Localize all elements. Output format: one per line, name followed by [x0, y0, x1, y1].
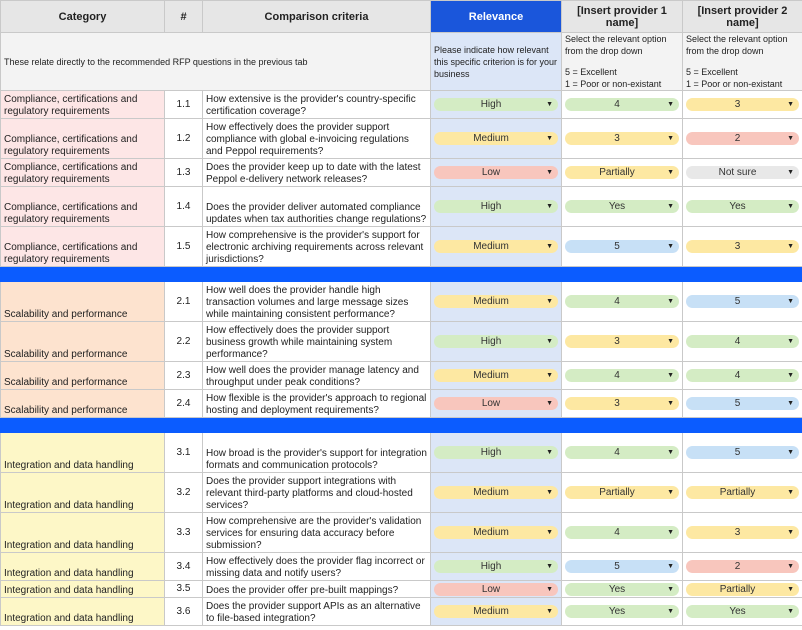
dropdown-arrow-icon[interactable]: ▼ [546, 529, 553, 536]
dropdown-arrow-icon[interactable]: ▼ [667, 203, 674, 210]
provider-1-dropdown[interactable] [565, 295, 679, 308]
table-row [1, 282, 802, 322]
provider-2-dropdown[interactable] [686, 526, 799, 539]
relevance-dropdown-value: Low [481, 167, 501, 178]
provider-1-dropdown-value: 3 [614, 398, 620, 409]
criterion-number: 1.1 [165, 91, 203, 119]
provider-2-dropdown[interactable] [686, 98, 799, 111]
provider-1-scale-hi: 5 = Excellent [565, 67, 617, 77]
provider-1-dropdown-value: Yes [608, 583, 626, 595]
provider-1-dropdown[interactable] [565, 605, 679, 618]
category-cell: Integration and data handling [1, 581, 165, 598]
provider-1-dropdown-cell [562, 322, 683, 362]
section-separator [1, 418, 802, 433]
criterion-question: How well does the provider manage latency and throughput under peak conditions? [203, 362, 431, 390]
relevance-dropdown-value: Low [481, 583, 501, 595]
relevance-dropdown-cell [431, 187, 562, 227]
provider-2-dropdown-cell [683, 581, 802, 598]
provider-1-dropdown-value: 4 [614, 99, 620, 110]
criterion-number: 3.3 [165, 513, 203, 553]
dropdown-arrow-icon[interactable]: ▼ [667, 489, 674, 496]
header-category: Category [1, 1, 165, 33]
criterion-number: 3.6 [165, 598, 203, 626]
provider-1-dropdown-cell [562, 362, 683, 390]
provider-1-dropdown-value: Partially [599, 167, 635, 178]
criterion-question: How well does the provider handle high transaction volumes and large message sizes while maintaining consistent performance? [203, 282, 431, 322]
dropdown-arrow-icon[interactable]: ▼ [787, 449, 794, 456]
relevance-dropdown-cell [431, 362, 562, 390]
provider-1-dropdown-cell [562, 513, 683, 553]
relevance-dropdown[interactable] [434, 132, 558, 145]
provider-2-dropdown[interactable] [686, 200, 799, 213]
provider-1-dropdown[interactable] [565, 200, 679, 213]
provider-1-dropdown-cell [562, 282, 683, 322]
relevance-dropdown-cell [431, 513, 562, 553]
dropdown-arrow-icon[interactable]: ▼ [546, 563, 553, 570]
dropdown-arrow-icon[interactable]: ▼ [667, 608, 674, 615]
provider-2-hint [683, 33, 802, 91]
criterion-number: 2.3 [165, 362, 203, 390]
criterion-number: 2.2 [165, 322, 203, 362]
provider-2-dropdown[interactable] [686, 369, 799, 382]
criterion-question: How effectively does the provider support compliance with global e-invoicing regulations and Peppol requirements? [203, 119, 431, 159]
provider-1-dropdown[interactable] [565, 446, 679, 459]
criterion-question: How broad is the provider's support for integration formats and communication protocols? [203, 433, 431, 473]
provider-2-dropdown[interactable] [686, 335, 799, 348]
provider-2-dropdown-cell [683, 322, 802, 362]
provider-1-dropdown-cell [562, 598, 683, 626]
provider-1-dropdown-value: Yes [608, 606, 626, 617]
table-row [1, 362, 802, 390]
dropdown-arrow-icon[interactable]: ▼ [667, 169, 674, 176]
relevance-dropdown-cell [431, 553, 562, 581]
criterion-question: How effectively does the provider flag incorrect or missing data and notify users? [203, 553, 431, 581]
provider-2-dropdown[interactable] [686, 583, 799, 596]
table-row [1, 119, 802, 159]
dropdown-arrow-icon[interactable]: ▼ [667, 585, 674, 593]
dropdown-arrow-icon[interactable]: ▼ [546, 608, 553, 615]
table-row [1, 598, 802, 626]
dropdown-arrow-icon[interactable]: ▼ [667, 243, 674, 250]
provider-1-dropdown[interactable] [565, 132, 679, 145]
relevance-dropdown[interactable] [434, 486, 558, 499]
category-cell: Scalability and performance [1, 390, 165, 418]
provider-1-dropdown[interactable] [565, 526, 679, 539]
table-row [1, 553, 802, 581]
provider-1-dropdown-value: 3 [614, 133, 620, 144]
criterion-question: Does the provider support APIs as an alternative to file-based integration? [203, 598, 431, 626]
provider-2-scale-lo: 1 = Poor or non-existant [686, 79, 783, 89]
provider-2-dropdown-cell [683, 362, 802, 390]
header-criteria: Comparison criteria [203, 1, 431, 33]
dropdown-arrow-icon[interactable]: ▼ [546, 338, 553, 345]
dropdown-arrow-icon[interactable]: ▼ [787, 203, 794, 210]
provider-1-dropdown-cell [562, 119, 683, 159]
relevance-dropdown-cell [431, 581, 562, 598]
provider-2-dropdown[interactable] [686, 605, 799, 618]
header-provider-1[interactable]: [Insert provider 1 name] [562, 1, 683, 33]
table-row [1, 187, 802, 227]
provider-1-scale-lo: 1 = Poor or non-existant [565, 79, 662, 89]
dropdown-arrow-icon[interactable]: ▼ [667, 400, 674, 407]
provider-1-dropdown-cell [562, 433, 683, 473]
category-cell: Scalability and performance [1, 362, 165, 390]
provider-2-dropdown[interactable] [686, 486, 799, 499]
relevance-hint: Please indicate how relevant this specific criterion is for your business [431, 33, 562, 91]
provider-2-dropdown-value: 5 [734, 447, 741, 458]
provider-1-hint-text: Select the relevant option from the drop down [565, 34, 667, 56]
dropdown-arrow-icon[interactable]: ▼ [787, 169, 794, 176]
provider-1-dropdown-value: 4 [614, 527, 620, 538]
provider-1-dropdown[interactable] [565, 98, 679, 111]
provider-2-dropdown-value: Not sure [718, 167, 757, 178]
relevance-dropdown-cell [431, 91, 562, 119]
category-cell: Integration and data handling [1, 433, 165, 473]
provider-2-dropdown[interactable] [686, 397, 799, 410]
relevance-dropdown[interactable] [434, 446, 558, 459]
criterion-number: 3.1 [165, 433, 203, 473]
provider-1-dropdown[interactable] [565, 369, 679, 382]
provider-1-dropdown[interactable] [565, 583, 679, 596]
dropdown-arrow-icon[interactable]: ▼ [546, 135, 553, 142]
dropdown-arrow-icon[interactable]: ▼ [787, 101, 794, 108]
relevance-dropdown-value: Medium [473, 241, 509, 252]
dropdown-arrow-icon[interactable]: ▼ [787, 529, 794, 536]
provider-2-dropdown-cell [683, 91, 802, 119]
dropdown-arrow-icon[interactable]: ▼ [787, 400, 794, 407]
relevance-dropdown-cell [431, 433, 562, 473]
dropdown-arrow-icon[interactable]: ▼ [787, 298, 794, 305]
relevance-dropdown[interactable] [434, 560, 558, 573]
relevance-dropdown-value: Medium [473, 370, 509, 381]
provider-1-dropdown[interactable] [565, 240, 679, 253]
relevance-dropdown[interactable] [434, 526, 558, 539]
provider-1-dropdown-value: 4 [614, 447, 620, 458]
provider-2-dropdown[interactable] [686, 560, 799, 573]
provider-2-dropdown-value: Yes [729, 201, 746, 212]
provider-2-dropdown-cell [683, 473, 802, 513]
criterion-number: 3.5 [165, 581, 203, 598]
dropdown-arrow-icon[interactable]: ▼ [667, 563, 674, 570]
provider-1-dropdown-value: Yes [608, 201, 626, 212]
category-cell: Integration and data handling [1, 598, 165, 626]
criterion-number: 2.1 [165, 282, 203, 322]
table-row [1, 91, 802, 119]
criterion-number: 1.2 [165, 119, 203, 159]
dropdown-arrow-icon[interactable]: ▼ [546, 489, 553, 496]
dropdown-arrow-icon[interactable]: ▼ [787, 338, 794, 345]
provider-2-dropdown[interactable] [686, 295, 799, 308]
table-row [1, 322, 802, 362]
provider-2-dropdown-value: 5 [734, 296, 741, 307]
table-row [1, 227, 802, 267]
provider-2-dropdown-value: 3 [734, 99, 741, 110]
category-cell: Scalability and performance [1, 322, 165, 362]
provider-1-dropdown[interactable] [565, 166, 679, 179]
table-row [1, 581, 802, 598]
separator-cell [1, 418, 802, 433]
relevance-dropdown-value: High [480, 561, 502, 572]
provider-1-dropdown-cell [562, 553, 683, 581]
dropdown-arrow-icon[interactable]: ▼ [667, 529, 674, 536]
provider-2-dropdown-cell [683, 513, 802, 553]
relevance-dropdown-cell [431, 322, 562, 362]
table-row [1, 513, 802, 553]
section-separator [1, 267, 802, 282]
category-cell: Scalability and performance [1, 282, 165, 322]
provider-2-scale-hi: 5 = Excellent [686, 67, 738, 77]
provider-2-dropdown[interactable] [686, 166, 799, 179]
provider-2-dropdown-cell [683, 598, 802, 626]
dropdown-arrow-icon[interactable]: ▼ [787, 243, 794, 250]
separator-cell [1, 267, 802, 282]
relevance-dropdown-value: High [480, 447, 502, 458]
provider-2-dropdown-cell [683, 282, 802, 322]
criterion-question: How effectively does the provider support business growth while maintaining system performance? [203, 322, 431, 362]
provider-1-dropdown[interactable] [565, 486, 679, 499]
relevance-dropdown[interactable] [434, 295, 558, 308]
table-row [1, 473, 802, 513]
provider-1-dropdown-cell [562, 390, 683, 418]
provider-2-dropdown-value: 2 [734, 561, 741, 572]
relevance-dropdown[interactable] [434, 335, 558, 348]
provider-2-dropdown-value: 2 [734, 133, 741, 144]
provider-1-dropdown-value: Partially [599, 487, 635, 498]
criterion-number: 3.4 [165, 553, 203, 581]
provider-2-dropdown-value: 3 [734, 241, 741, 252]
provider-2-dropdown[interactable] [686, 132, 799, 145]
header-provider-2[interactable]: [Insert provider 2 name] [683, 1, 802, 33]
provider-2-dropdown-cell [683, 433, 802, 473]
provider-1-dropdown-cell [562, 159, 683, 187]
provider-1-dropdown-value: 5 [614, 561, 620, 572]
relevance-dropdown[interactable] [434, 240, 558, 253]
dropdown-arrow-icon[interactable]: ▼ [787, 563, 794, 570]
header-relevance: Relevance [431, 1, 562, 33]
relevance-dropdown-value: High [480, 336, 502, 347]
relevance-dropdown-value: Medium [473, 527, 509, 538]
provider-2-dropdown-value: 4 [734, 336, 741, 347]
relevance-dropdown-value: High [480, 99, 502, 110]
criterion-question: Does the provider support integrations with relevant third-party platforms and cloud-hosted services? [203, 473, 431, 513]
relevance-dropdown-cell [431, 473, 562, 513]
provider-2-dropdown-cell [683, 227, 802, 267]
provider-2-dropdown-value: Yes [729, 606, 746, 617]
relevance-dropdown-cell [431, 598, 562, 626]
provider-1-dropdown[interactable] [565, 335, 679, 348]
dropdown-arrow-icon[interactable]: ▼ [787, 608, 794, 615]
relevance-dropdown[interactable] [434, 200, 558, 213]
dropdown-arrow-icon[interactable]: ▼ [787, 585, 794, 593]
provider-2-hint-text: Select the relevant option from the drop down [686, 34, 788, 56]
provider-1-dropdown-cell [562, 91, 683, 119]
category-cell: Compliance, certifications and regulatory requirements [1, 187, 165, 227]
table-row [1, 433, 802, 473]
table-row [1, 390, 802, 418]
provider-1-dropdown-cell [562, 187, 683, 227]
provider-1-hint [562, 33, 683, 91]
provider-2-dropdown-value: 3 [734, 527, 741, 538]
relevance-dropdown[interactable] [434, 397, 558, 410]
dropdown-arrow-icon[interactable]: ▼ [667, 298, 674, 305]
provider-1-dropdown-value: 4 [614, 370, 620, 381]
dropdown-arrow-icon[interactable]: ▼ [667, 372, 674, 379]
provider-1-dropdown[interactable] [565, 560, 679, 573]
header-row [1, 1, 802, 33]
relevance-dropdown-value: Medium [473, 606, 509, 617]
subheader-note: These relate directly to the recommended RFP questions in the previous tab [1, 33, 431, 91]
relevance-dropdown-value: High [480, 201, 502, 212]
provider-2-dropdown-value: Partially [719, 583, 756, 595]
relevance-dropdown-cell [431, 119, 562, 159]
relevance-dropdown-value: Medium [473, 296, 509, 307]
criterion-question: How extensive is the provider's country-specific certification coverage? [203, 91, 431, 119]
provider-2-dropdown-value: Partially [719, 487, 756, 498]
dropdown-arrow-icon[interactable]: ▼ [546, 400, 553, 407]
provider-1-dropdown-cell [562, 581, 683, 598]
dropdown-arrow-icon[interactable]: ▼ [546, 203, 553, 210]
provider-2-dropdown-value: 4 [734, 370, 741, 381]
criterion-number: 1.4 [165, 187, 203, 227]
dropdown-arrow-icon[interactable]: ▼ [787, 489, 794, 496]
provider-2-dropdown[interactable] [686, 446, 799, 459]
dropdown-arrow-icon[interactable]: ▼ [787, 135, 794, 142]
provider-1-dropdown-cell [562, 227, 683, 267]
criterion-question: Does the provider keep up to date with the latest Peppol e-delivery network releases? [203, 159, 431, 187]
provider-2-dropdown-value: 5 [734, 398, 741, 409]
provider-1-dropdown-value: 4 [614, 296, 620, 307]
category-cell: Compliance, certifications and regulatory requirements [1, 91, 165, 119]
category-cell: Compliance, certifications and regulatory requirements [1, 227, 165, 267]
subheader-row [1, 33, 802, 91]
dropdown-arrow-icon[interactable]: ▼ [546, 449, 553, 456]
provider-1-dropdown-cell [562, 473, 683, 513]
provider-2-dropdown-cell [683, 159, 802, 187]
dropdown-arrow-icon[interactable]: ▼ [546, 243, 553, 250]
criterion-question: How comprehensive is the provider's support for electronic archiving requirements across relevant jurisdictions? [203, 227, 431, 267]
relevance-dropdown-cell [431, 159, 562, 187]
criterion-number: 1.5 [165, 227, 203, 267]
relevance-dropdown-cell [431, 227, 562, 267]
provider-2-dropdown[interactable] [686, 240, 799, 253]
relevance-dropdown-value: Medium [473, 487, 509, 498]
category-cell: Integration and data handling [1, 473, 165, 513]
criterion-number: 2.4 [165, 390, 203, 418]
provider-2-dropdown-cell [683, 553, 802, 581]
relevance-dropdown-value: Low [481, 398, 501, 409]
provider-2-dropdown-cell [683, 119, 802, 159]
provider-2-dropdown-cell [683, 187, 802, 227]
criterion-question: How flexible is the provider's approach to regional hosting and deployment requirements? [203, 390, 431, 418]
header-number: # [165, 1, 203, 33]
relevance-dropdown[interactable] [434, 166, 558, 179]
criterion-number: 3.2 [165, 473, 203, 513]
dropdown-arrow-icon[interactable]: ▼ [667, 101, 674, 108]
relevance-dropdown[interactable] [434, 369, 558, 382]
criterion-number: 1.3 [165, 159, 203, 187]
dropdown-arrow-icon[interactable]: ▼ [546, 169, 553, 176]
category-cell: Compliance, certifications and regulatory requirements [1, 119, 165, 159]
criterion-question: Does the provider offer pre-built mappings? [203, 581, 431, 598]
dropdown-arrow-icon[interactable]: ▼ [787, 372, 794, 379]
dropdown-arrow-icon[interactable]: ▼ [546, 585, 553, 593]
relevance-dropdown[interactable] [434, 583, 558, 596]
provider-2-dropdown-cell [683, 390, 802, 418]
dropdown-arrow-icon[interactable]: ▼ [667, 135, 674, 142]
table-row [1, 159, 802, 187]
provider-1-dropdown-value: 5 [614, 241, 620, 252]
dropdown-arrow-icon[interactable]: ▼ [667, 449, 674, 456]
relevance-dropdown-cell [431, 390, 562, 418]
category-cell: Integration and data handling [1, 553, 165, 581]
category-cell: Integration and data handling [1, 513, 165, 553]
dropdown-arrow-icon[interactable]: ▼ [667, 338, 674, 345]
dropdown-arrow-icon[interactable]: ▼ [546, 101, 553, 108]
provider-1-dropdown-value: 3 [614, 336, 620, 347]
relevance-dropdown[interactable] [434, 98, 558, 111]
category-cell: Compliance, certifications and regulatory requirements [1, 159, 165, 187]
dropdown-arrow-icon[interactable]: ▼ [546, 298, 553, 305]
criterion-question: How comprehensive are the provider's validation services for ensuring data accuracy before submission? [203, 513, 431, 553]
criterion-question: Does the provider deliver automated compliance updates when tax authorities change regulations? [203, 187, 431, 227]
provider-1-dropdown[interactable] [565, 397, 679, 410]
relevance-dropdown[interactable] [434, 605, 558, 618]
relevance-dropdown-cell [431, 282, 562, 322]
dropdown-arrow-icon[interactable]: ▼ [546, 372, 553, 379]
relevance-dropdown-value: Medium [473, 133, 509, 144]
